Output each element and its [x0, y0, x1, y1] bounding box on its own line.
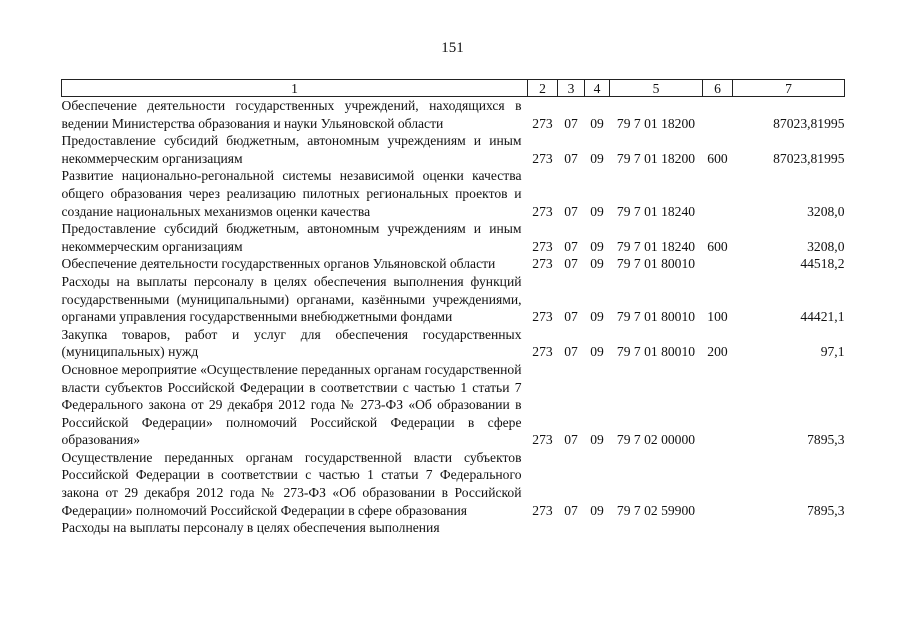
row-code-target: 79 7 01 80010 [616, 309, 696, 325]
column-header: 7 [733, 80, 845, 97]
row-amount [733, 519, 845, 537]
table-row [62, 361, 845, 449]
row-code-grbs: 273 [532, 203, 553, 219]
row-amount: 97,1 [820, 344, 845, 360]
row-description: Обеспечение деятельности государственных учреждений, находящихся в ведении Министерства образования и науки Ульяновской области [61, 98, 522, 131]
row-code-subsection: 09 [590, 502, 604, 518]
row-code-subsection: 09 [590, 238, 604, 254]
row-description-text: Расходы на выплаты персоналу в целях обеспечения выполнения [61, 520, 440, 536]
row-amount: 3208,0 [807, 238, 845, 254]
column-header: 6 [703, 80, 733, 97]
row-description: Расходы на выплаты персоналу в целях обеспечения выполнения функций государственными (муниципальными) органами, казёнными учреждениями, органами управления государственными внебюджетными фондами [61, 273, 522, 325]
row-code-grbs: 273 [532, 309, 553, 325]
row-code-subsection: 09 [590, 432, 604, 448]
row-code-section: 07 [564, 344, 578, 360]
row-code-target: 79 7 01 80010 [616, 344, 696, 360]
row-code-target: 79 7 01 18200 [616, 150, 696, 166]
column-header: 4 [585, 80, 610, 97]
budget-table [61, 79, 845, 537]
row-code-expense-type [703, 361, 733, 449]
row-code-target [610, 519, 703, 537]
row-code-expense-type: 200 [707, 344, 728, 360]
row-code-section: 07 [564, 203, 578, 219]
table-row [62, 167, 845, 220]
row-description [62, 519, 528, 537]
table-row [62, 220, 845, 255]
table-row [62, 273, 845, 326]
row-amount: 44421,1 [800, 309, 845, 325]
row-description: Предоставление субсидий бюджетным, автономным учреждениям и иным некоммерческим организациям [61, 221, 522, 254]
row-code-target: 79 7 01 18240 [616, 203, 696, 219]
row-code-subsection: 09 [590, 150, 604, 166]
row-code-subsection: 09 [590, 256, 604, 272]
row-code-grbs: 273 [532, 238, 553, 254]
row-code-subsection: 09 [590, 115, 604, 131]
column-header: 1 [62, 80, 528, 97]
row-code-grbs: 273 [532, 115, 553, 131]
row-description: Закупка товаров, работ и услуг для обеспечения государственных (муниципальных) нужд [61, 326, 522, 360]
row-description: Основное мероприятие «Осуществление переданных органам государственной власти субъектов Российской Федерации в соответствии с частью 1 статьи 7 Федерального закона от 29 декабря 2012 года № 273-ФЗ «Об образовании в Российской Федерации» полномочий Российской Федерации в сфере образования» [61, 361, 522, 448]
row-code-section: 07 [564, 238, 578, 254]
row-code-expense-type [703, 97, 733, 133]
row-amount: 7895,3 [807, 502, 845, 518]
row-code-grbs: 273 [532, 256, 553, 272]
table-row [62, 326, 845, 361]
row-code-expense-type: 100 [707, 309, 728, 325]
row-code-expense-type [703, 255, 733, 273]
row-code-target: 79 7 02 00000 [616, 432, 696, 448]
column-header: 5 [610, 80, 703, 97]
row-code-grbs: 273 [532, 432, 553, 448]
table-row [62, 97, 845, 133]
row-code-section: 07 [564, 432, 578, 448]
row-amount: 3208,0 [807, 203, 845, 219]
row-code-target: 79 7 01 80010 [616, 256, 696, 272]
row-code-section: 07 [564, 256, 578, 272]
row-description: Предоставление субсидий бюджетным, автономным учреждениям и иным некоммерческим организациям [61, 133, 522, 166]
row-code-subsection: 09 [590, 203, 604, 219]
row-amount: 44518,2 [800, 256, 845, 272]
row-code-target: 79 7 02 59900 [616, 502, 696, 518]
row-code-grbs: 273 [532, 502, 553, 518]
column-header: 2 [528, 80, 558, 97]
row-code-grbs: 273 [532, 344, 553, 360]
row-description: Развитие национально-регональной системы независимой оценки качества общего образования через реализацию пилотных региональных проектов и создание национальных механизмов оценки качества [61, 168, 522, 219]
row-code-grbs: 273 [532, 150, 553, 166]
table-row [62, 449, 845, 519]
row-code-section: 07 [564, 150, 578, 166]
row-code-expense-type [703, 167, 733, 220]
row-code-section [558, 519, 585, 537]
table-row [62, 255, 845, 273]
page-number: 151 [441, 40, 464, 56]
row-code-section: 07 [564, 309, 578, 325]
row-description: Осуществление переданных органам государственной власти субъектов Российской Федерации в соответствии с частью 1 статьи 7 Федерального закона от 29 декабря 2012 года № 273-ФЗ «Об образовании в Российской Федерации» полномочий Российской Федерации в сфере образования [61, 449, 522, 518]
row-code-expense-type: 600 [707, 238, 728, 254]
row-code-subsection: 09 [590, 309, 604, 325]
row-code-expense-type [703, 519, 733, 537]
row-code-subsection [585, 519, 610, 537]
row-description: Обеспечение деятельности государственных органов Ульяновской области [61, 256, 496, 272]
table-row [62, 519, 845, 537]
row-code-grbs [528, 519, 558, 537]
table-header-row [62, 80, 845, 97]
row-amount: 87023,81995 [773, 115, 845, 131]
row-amount: 87023,81995 [773, 150, 845, 166]
table-row [62, 132, 845, 167]
row-code-expense-type [703, 449, 733, 519]
row-code-expense-type: 600 [707, 150, 728, 166]
row-code-subsection: 09 [590, 344, 604, 360]
row-code-target: 79 7 01 18240 [616, 238, 696, 254]
row-amount: 7895,3 [807, 432, 845, 448]
column-header: 3 [558, 80, 585, 97]
row-code-section: 07 [564, 502, 578, 518]
row-code-section: 07 [564, 115, 578, 131]
row-code-target: 79 7 01 18200 [616, 115, 696, 131]
